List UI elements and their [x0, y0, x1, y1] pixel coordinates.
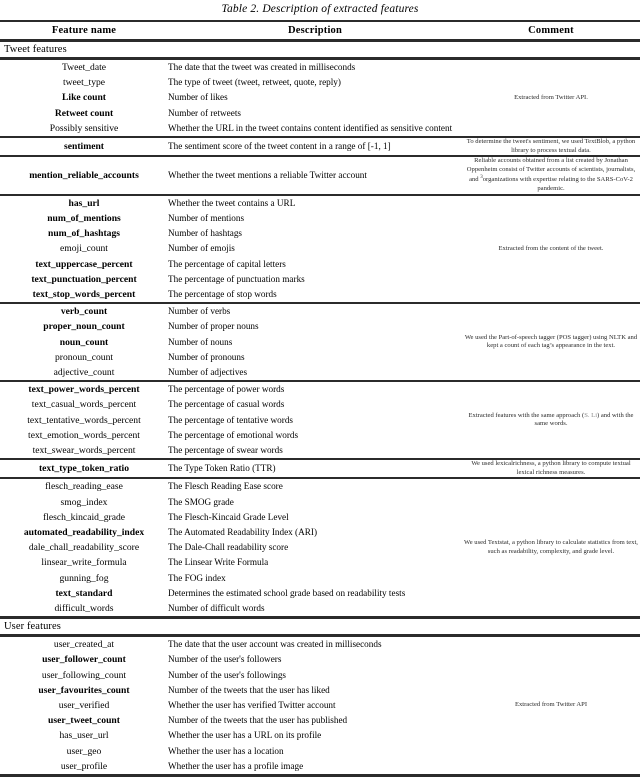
feature-description: Number of the user's followers	[168, 654, 282, 665]
feature-name: text_casual_words_percent	[31, 399, 137, 411]
feature-name: automated_readability_index	[23, 527, 145, 539]
comment-header: Comment	[462, 21, 640, 40]
feature-name: user_profile	[60, 760, 108, 772]
feature-name: proper_noun_count	[43, 321, 125, 333]
table-caption: Table 2. Description of extracted features	[221, 3, 419, 15]
feature-description: Number of difficult words	[168, 603, 265, 614]
feature-name: adjective_count	[53, 367, 115, 378]
comment-cell-pos_tagger: We used the Part-of-speech tagger (POS tagger) using NLTK and kept a count of each tag’s appearance in the text.	[464, 333, 638, 350]
feature-description: The Type Token Ratio (TTR)	[168, 463, 276, 474]
feature-description: The percentage of swear words	[168, 445, 283, 456]
table-row	[0, 304, 640, 320]
feature-name: has_user_url	[59, 730, 109, 742]
comment-cell-twitter_api: Extracted from Twitter API.	[514, 93, 588, 101]
comment-cell-sentiment: To determine the tweet's sentiment, we used TextBlob, a python library to process textual data.	[466, 138, 636, 154]
table-row	[0, 479, 640, 495]
feature-description: Number of the tweets that the user has published	[168, 715, 348, 726]
feature-name: text_power_words_percent	[28, 384, 140, 396]
feature-description: The percentage of punctuation marks	[168, 273, 305, 284]
table-row	[0, 636, 640, 652]
feature-name: user_tweet_count	[48, 715, 120, 727]
feature-name: sentiment	[64, 141, 104, 152]
feature-description: The Automated Readability Index (ARI)	[168, 527, 318, 538]
feature-description: Whether the user has verified Twitter account	[168, 700, 336, 711]
feature-name: Possibly sensitive	[49, 122, 119, 134]
comment-cell-mention_reliable_accounts: Reliable accounts obtained from a list created by Jonathan Oppenheim consist of Twitter accounts of scientists, journalists, and $^3$organizations with expertise relating to the SARS-CoV-2 pandemic.	[466, 157, 636, 193]
feature-description: The Dale-Chall readability score	[168, 542, 289, 553]
feature-description: Number of proper nouns	[168, 321, 259, 332]
features-table	[0, 20, 640, 777]
feature-description: The percentage of capital letters	[168, 258, 286, 269]
feature-name: text_standard	[55, 587, 113, 599]
feature-name: Retweet count	[54, 107, 114, 119]
feature-description: The Flesch Reading Ease score	[168, 481, 283, 492]
feature-name: text_swear_words_percent	[32, 445, 136, 457]
feature-description: The percentage of tentative words	[168, 414, 293, 425]
table-bottom-rule	[0, 775, 640, 777]
feature-description: The date that the user account was created in milliseconds	[168, 639, 382, 650]
feature-name: pronoun_count	[54, 351, 114, 363]
feature-name: num_of_hashtags	[48, 228, 120, 240]
feature-description: The percentage of emotional words	[168, 429, 299, 440]
table-row	[0, 195, 640, 211]
feature-name: text_punctuation_percent	[31, 273, 137, 285]
comment-cell-twitter_api_user: Extracted from Twitter API	[514, 701, 588, 709]
feature-description: Number of the user's followings	[168, 669, 287, 680]
feature-name: text_type_token_ratio	[38, 463, 130, 475]
feature-description: Whether the tweet mentions a reliable Twitter account	[168, 169, 367, 180]
feature-name: user_created_at	[53, 639, 115, 651]
comment-cell-tweet_content: Extracted from the content of the tweet.	[498, 244, 604, 252]
feature-name: user_follower_count	[42, 654, 126, 666]
comment-cell-lexicalrichness: We used lexicalrichness, a python library to compute textual lexical richness measures.	[471, 460, 631, 476]
feature-description: The percentage of power words	[168, 384, 285, 395]
feature-name: linsear_write_formula	[41, 557, 127, 569]
feature-description: The Flesch-Kincaid Grade Level	[168, 511, 289, 522]
feature-description: The percentage of casual words	[168, 399, 285, 410]
feature-description: The sentiment score of the tweet content in a range of [-1, 1]	[168, 141, 391, 151]
table-row	[0, 157, 640, 195]
feature-name: noun_count	[59, 336, 109, 348]
feature-name: mention_reliable_accounts	[29, 169, 139, 181]
table-row	[0, 59, 640, 75]
feature-name: difficult_words	[54, 603, 114, 615]
feature-description: Number of retweets	[168, 107, 241, 118]
table-row	[0, 460, 640, 478]
section-header-user: User features	[4, 621, 61, 633]
section-header-tweet: Tweet features	[4, 44, 67, 55]
table-row	[0, 138, 640, 156]
citation-link[interactable]: S. Li	[584, 411, 598, 419]
feature-description: Whether the tweet contains a URL	[168, 197, 296, 208]
feature-name: gunning_fog	[59, 572, 109, 584]
feature-description: Number of the tweets that the user has liked	[168, 684, 330, 695]
feature-description: The percentage of stop words	[168, 288, 277, 299]
feature-name: verb_count	[60, 306, 108, 318]
description-header: Description	[168, 21, 462, 40]
features-table-body	[0, 21, 640, 776]
feature-name: user_verified	[58, 700, 110, 712]
feature-description: Whether the user has a profile image	[168, 760, 304, 771]
feature-name: flesch_kincaid_grade	[42, 511, 126, 523]
footnote-marker: 3	[480, 175, 483, 181]
feature-description: Number of nouns	[168, 336, 233, 347]
feature-description: Number of pronouns	[168, 351, 245, 362]
feature-name: text_uppercase_percent	[35, 258, 133, 270]
feature-name: tweet_type	[62, 77, 106, 89]
feature-name: num_of_mentions	[47, 212, 121, 224]
feature-description: The FOG index	[168, 572, 226, 583]
feature-name: flesch_reading_ease	[45, 481, 123, 493]
feature-description: Whether the user has a location	[168, 745, 284, 756]
feature-description: The type of tweet (tweet, retweet, quote, reply)	[168, 77, 341, 88]
feature-description: Number of hashtags	[168, 228, 242, 239]
feature-name: user_favourites_count	[38, 684, 130, 696]
feature-name: smog_index	[60, 496, 108, 508]
feature-name: user_following_count	[41, 669, 127, 681]
feature-name: user_geo	[66, 745, 102, 757]
feature-description: Number of adjectives	[168, 367, 248, 377]
feature-name: dale_chall_readability_score	[28, 542, 140, 554]
table-row	[0, 382, 640, 398]
feature-description: Determines the estimated school grade based on readability tests	[168, 587, 406, 598]
feature-name: text_tentative_words_percent	[27, 414, 141, 426]
feature-name: Like count	[62, 92, 106, 104]
feature-description: The SMOG grade	[168, 496, 234, 507]
feature-description: Whether the user has a URL on its profile	[168, 730, 322, 741]
comment-cell-same_approach: Extracted features with the same approach (S. Li) and with the same words.	[468, 411, 634, 428]
feature-name: emoji_count	[60, 243, 108, 255]
feature-name: has_url	[68, 197, 100, 209]
feature-description: Number of mentions	[168, 212, 245, 223]
feature-name: text_stop_words_percent	[32, 288, 136, 300]
feature-description: Number of verbs	[168, 306, 231, 317]
feature-description: Whether the URL in the tweet contains content identified as sensitive content	[168, 122, 453, 133]
comment-cell-textstat: We used Textstat, a python library to calculate statistics from text, such as readability, complexity, and grade level.	[464, 539, 638, 555]
feature-description: The Linsear Write Formula	[168, 557, 269, 568]
feature-name: Tweet_date	[61, 62, 107, 73]
feature-description: Number of emojis	[168, 243, 235, 254]
feature-name: text_emotion_words_percent	[28, 429, 140, 441]
feature-description: Number of likes	[168, 92, 228, 103]
feature-description: The date that the tweet was created in milliseconds	[168, 62, 356, 72]
feature-name-header: Feature name	[0, 21, 168, 40]
